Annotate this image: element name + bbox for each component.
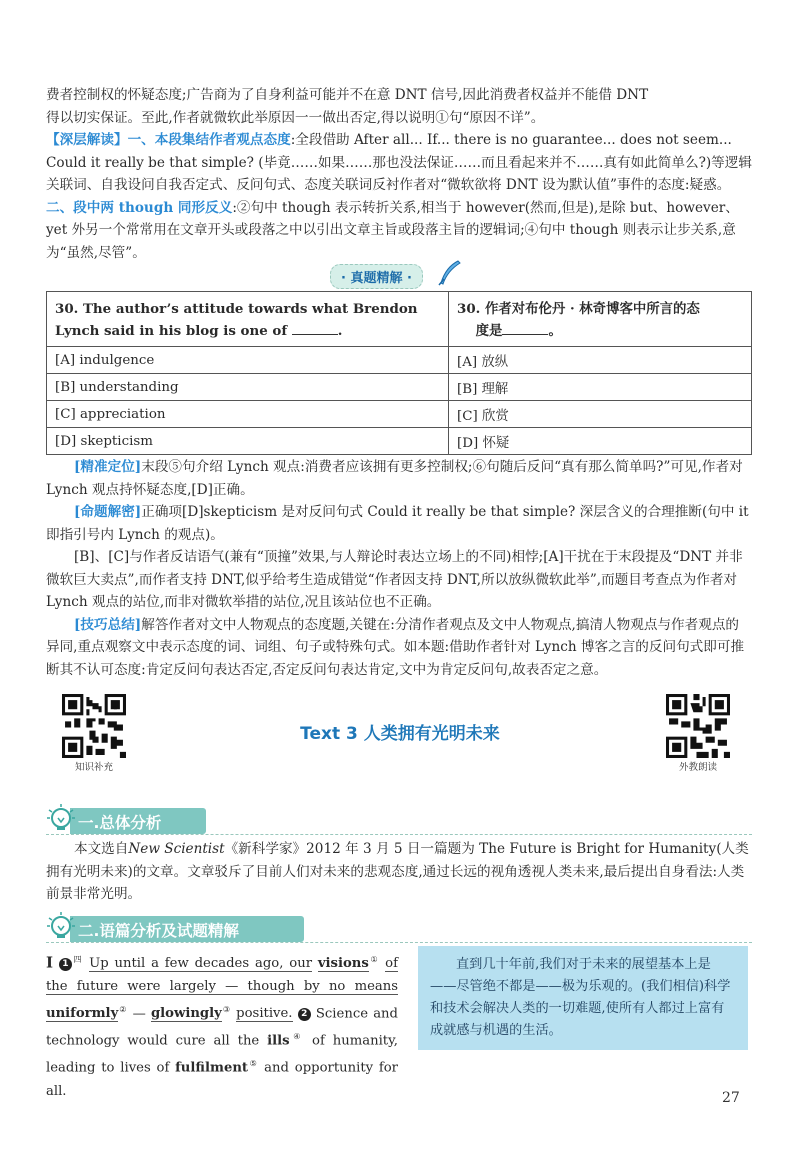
precise-location-label: [精准定位] bbox=[74, 459, 142, 475]
qr-caption-knowledge: 知识补充 bbox=[74, 762, 113, 773]
distractor-analysis: [B]、[C]与作者反诘语气(兼有“顶撞”效果,与人辩论时表达立场上的不同)相悖;[A]干扰在于末段提及“DNT 并非微软巨大卖点”,而作者支持 DNT,似乎给考生造成错觉“作者因支持 DNT,所以放纵微软此举”,而题目考查点为作者对 Lynch 观点的站位,而非对微软举措的站位,况且该站位也不正确。 bbox=[46, 549, 743, 610]
deep-text-b: :②句中 though 表示转折关系,相当于 however(然而,但是),是除 but、however、yet 外另一个常常用在文章开头或段落之中以引出文章主旨或段落主旨的逻辑词;④句中 though 则表示让步关系,意为“虽然,尽管”。 bbox=[46, 199, 739, 261]
page-number: 27 bbox=[722, 1090, 740, 1106]
vocab-visions[interactable]: visions bbox=[317, 956, 369, 972]
deep-reading bbox=[46, 129, 752, 264]
question-row bbox=[47, 292, 752, 347]
vocab-glowingly[interactable]: glowingly bbox=[150, 1006, 222, 1022]
option-cn: [C] 欣赏 bbox=[449, 401, 752, 428]
skill-summary-label: [技巧总结] bbox=[74, 616, 142, 633]
skill-summary-text: 解答作者对文中人物观点的态度题,关键在:分清作者观点及文中人物观点,搞清人物观点与作者观点的异同,重点观察文中表示态度的词、词组、句子或特殊句式。如本题:借助作者针对 Lynch 博客之言的反问句式即可推断其不认可态度:肯定反问句表达否定,否定反问句表达肯定,文中为肯定反问句,故表否定之意。 bbox=[46, 616, 745, 678]
top-line-2: 得以切实保证。至此,作者就微软此举原因一一做出否定,得以说明①句“原因不详”。 bbox=[46, 109, 545, 126]
deep-point-2: 二、段中两 though 同形反义 bbox=[46, 199, 233, 216]
option-row bbox=[47, 374, 752, 401]
section-divider bbox=[46, 834, 752, 835]
option-cn: [A] 放纵 bbox=[449, 347, 752, 374]
question-decode-text: 正确项[D]skepticism 是对反问句式 Could it really be that simple? 深层含义的合理推断(句中 it 即指引号内 Lynch 的观点)。 bbox=[46, 504, 749, 543]
quill-pen-icon bbox=[436, 259, 462, 287]
deep-text-a: :全段借助 After all... If... there is no guarantee... does not seem... Could it really be that simple? (毕竟……如果……那也没法保证……而且看起来并不……真有如此简单么?)等逻辑关联词、自我设问自我否定式、反问句式、态度关联词反衬作者对“微软欲将 DNT 设为默认值”事件的态度:疑惑。 bbox=[46, 132, 752, 193]
option-row bbox=[47, 401, 752, 428]
paragraph-marker: I bbox=[46, 953, 54, 972]
section-discourse-analysis bbox=[46, 910, 306, 940]
vocab-uniformly[interactable]: uniformly bbox=[46, 1006, 119, 1022]
top-paragraph bbox=[46, 84, 752, 264]
question-cn bbox=[449, 292, 752, 347]
overall-text-a: 本文选自 bbox=[74, 841, 129, 857]
overall-source-title: New Scientist bbox=[128, 841, 225, 857]
question-decode bbox=[46, 501, 752, 546]
sentence-number: 2 bbox=[298, 1008, 311, 1021]
section-overall-analysis bbox=[46, 802, 206, 832]
sentence-2-part: Science and technology would cure all the bbox=[46, 1006, 398, 1049]
option-cn: [B] 理解 bbox=[449, 374, 752, 401]
text3-title: Text 3 人类拥有光明未来 bbox=[300, 724, 500, 744]
precise-location bbox=[46, 456, 752, 501]
sentence-number: 1 bbox=[59, 958, 72, 971]
english-passage: I 1 $^四$ Up until a few decades ago, our visions① of the future were largely — though by no means uniformly② — glowingly③ positive. 2 Science and technology would cure all the ills④ of humanity, leading to lives of fulfilment⑤ and opportunity for all. bbox=[46, 953, 398, 1099]
exam-analysis-banner bbox=[330, 259, 470, 289]
question-en: 30. The author’s attitude towards what Brendon Lynch said in his blog is one of . bbox=[47, 292, 449, 347]
analysis-block bbox=[46, 456, 752, 681]
option-row bbox=[47, 428, 752, 455]
qr-code-reading[interactable] bbox=[666, 694, 730, 758]
deep-reading-label: 【深层解读】 bbox=[46, 132, 128, 148]
vocab-fulfilment[interactable]: fulfilment bbox=[175, 1060, 249, 1076]
section-divider bbox=[46, 942, 752, 943]
deep-point-1: 一、本段集结作者观点态度 bbox=[127, 132, 291, 148]
question-cn-end: 。 bbox=[548, 322, 562, 339]
option-en: [B] understanding bbox=[47, 374, 449, 401]
top-line-1: 费者控制权的怀疑态度;广告商为了自身利益可能并不在意 DNT 信号,因此消费者权益并不能借 DNT bbox=[46, 87, 649, 103]
option-cn: [D] 怀疑 bbox=[449, 428, 752, 455]
section-title: 二.语篇分析及试题精解 bbox=[78, 922, 239, 940]
precise-location-text: 末段⑤句介绍 Lynch 观点:消费者应该拥有更多控制权;⑥句随后反问“真有那么简单吗?”可见,作者对 Lynch 观点持怀疑态度,[D]正确。 bbox=[46, 459, 743, 498]
section-title: 一.总体分析 bbox=[78, 814, 162, 832]
answer-blank-cn bbox=[502, 320, 548, 335]
sentence-1-part: — bbox=[132, 1006, 146, 1022]
lightbulb-icon bbox=[46, 912, 76, 944]
overall-text-b: 《新科学家》2012 年 3 月 5 日一篇题为 The Future is Bright for Humanity(人类拥有光明未来)的文章。文章驳斥了目前人们对未来的悲观态度,通过长远的视角透视人类未来,最后提出自身看法:人类前景非常光明。 bbox=[46, 841, 749, 902]
option-en: [C] appreciation bbox=[47, 401, 449, 428]
sentence-1-part: Up until a few decades ago, our bbox=[89, 956, 313, 972]
lightbulb-icon bbox=[46, 804, 76, 836]
sentence-1-part: of the future were largely — though by no means bbox=[46, 956, 398, 995]
question-table bbox=[46, 291, 752, 455]
translation-text: 直到几十年前,我们对于未来的展望基本上是——尽管绝不都是——极为乐观的。(我们相信)科学和技术会解决人类的一切难题,使所有人都过上富有成就感与机遇的生活。 bbox=[430, 957, 731, 1038]
question-cn-line-2: 度是 bbox=[475, 322, 503, 339]
question-decode-label: [命题解密] bbox=[74, 504, 142, 520]
overall-analysis-body bbox=[46, 838, 752, 906]
banner-label: · 真题精解 · bbox=[330, 264, 423, 289]
sentence-2-part: and opportunity for all. bbox=[46, 1060, 398, 1099]
answer-blank-en bbox=[292, 320, 338, 335]
chinese-translation-box bbox=[418, 946, 748, 1050]
sentence-1-part: positive. bbox=[236, 1006, 293, 1022]
qr-caption-reading: 外教朗读 bbox=[678, 762, 717, 773]
question-en-text: 30. The author’s attitude towards what Brendon Lynch said in his blog is one of bbox=[55, 300, 418, 339]
vocab-ills[interactable]: ills bbox=[267, 1033, 290, 1049]
sentence-2-part: of humanity, leading to lives of bbox=[46, 1033, 398, 1076]
skill-summary bbox=[46, 614, 752, 682]
option-row bbox=[47, 347, 752, 374]
option-en: [A] indulgence bbox=[47, 347, 449, 374]
option-en: [D] skepticism bbox=[47, 428, 449, 455]
question-cn-line-1: 30. 作者对布伦丹 · 林奇博客中所言的态 bbox=[457, 300, 700, 317]
